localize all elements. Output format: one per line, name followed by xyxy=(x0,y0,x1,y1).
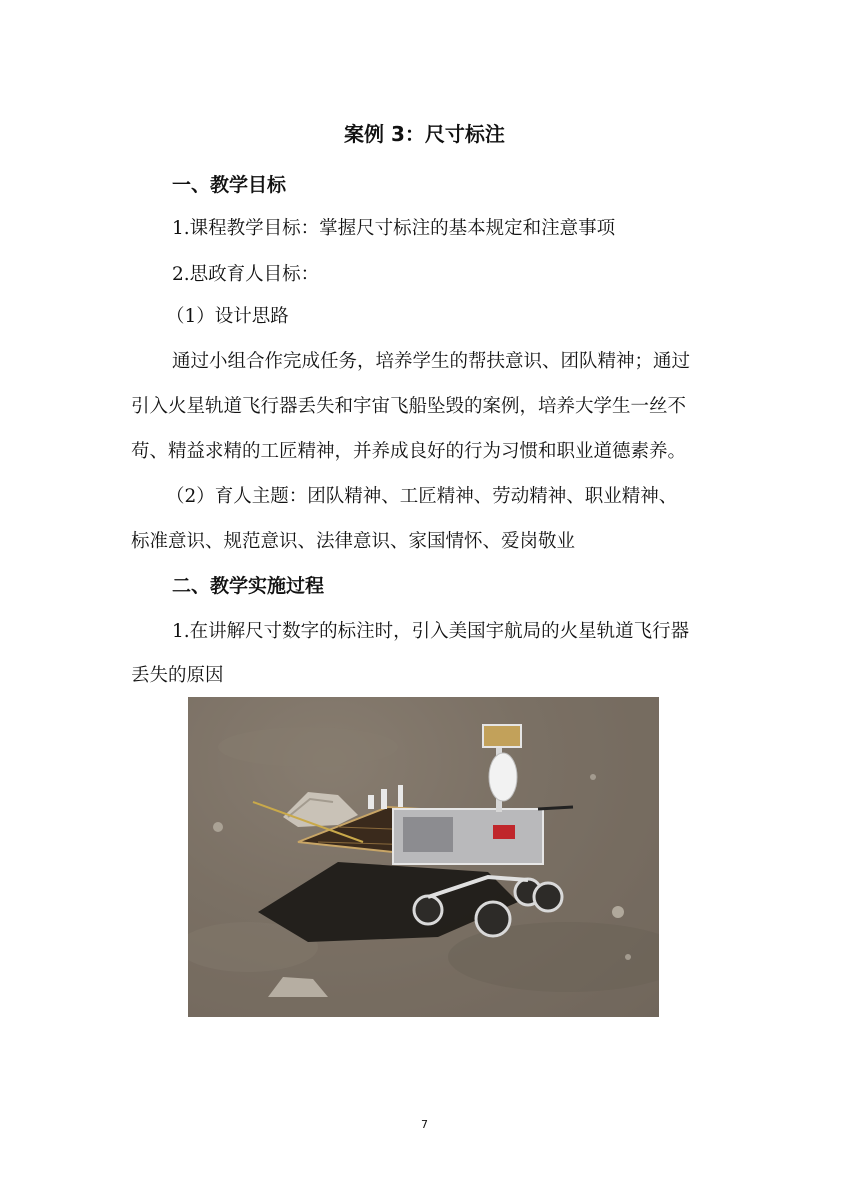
ideological-goal-text: 2.思政育人目标： xyxy=(172,264,320,285)
section-heading-process: 二、教学实施过程 xyxy=(172,575,325,597)
section-heading-goals: 一、教学目标 xyxy=(172,174,287,196)
page-number: 7 xyxy=(421,1118,428,1131)
process-paragraph-line: 1.在讲解尺寸数字的标注时，引入美国宇航局的火星轨道飞行器 xyxy=(172,621,690,642)
lunar-rover-illustration xyxy=(188,697,659,1017)
course-goal-text: 1.课程教学目标：掌握尺寸标注的基本规定和注意事项 xyxy=(172,218,616,239)
design-paragraph-line: 苟、精益求精的工匠精神，并养成良好的行为习惯和职业道德素养。 xyxy=(131,441,687,462)
page-title: 案例 3：尺寸标注 xyxy=(344,122,505,146)
process-paragraph-line: 丢失的原因 xyxy=(131,665,224,686)
lunar-rover-photo xyxy=(188,697,659,1017)
theme-paragraph-line: （2）育人主题：团队精神、工匠精神、劳动精神、职业精神、 xyxy=(166,486,678,507)
theme-paragraph-line: 标准意识、规范意识、法律意识、家国情怀、爱岗敬业 xyxy=(131,531,576,552)
design-paragraph-line: 通过小组合作完成任务，培养学生的帮扶意识、团队精神；通过 xyxy=(172,351,691,372)
design-heading: （1）设计思路 xyxy=(166,306,289,327)
design-paragraph-line: 引入火星轨道飞行器丢失和宇宙飞船坠毁的案例，培养大学生一丝不 xyxy=(131,396,687,417)
